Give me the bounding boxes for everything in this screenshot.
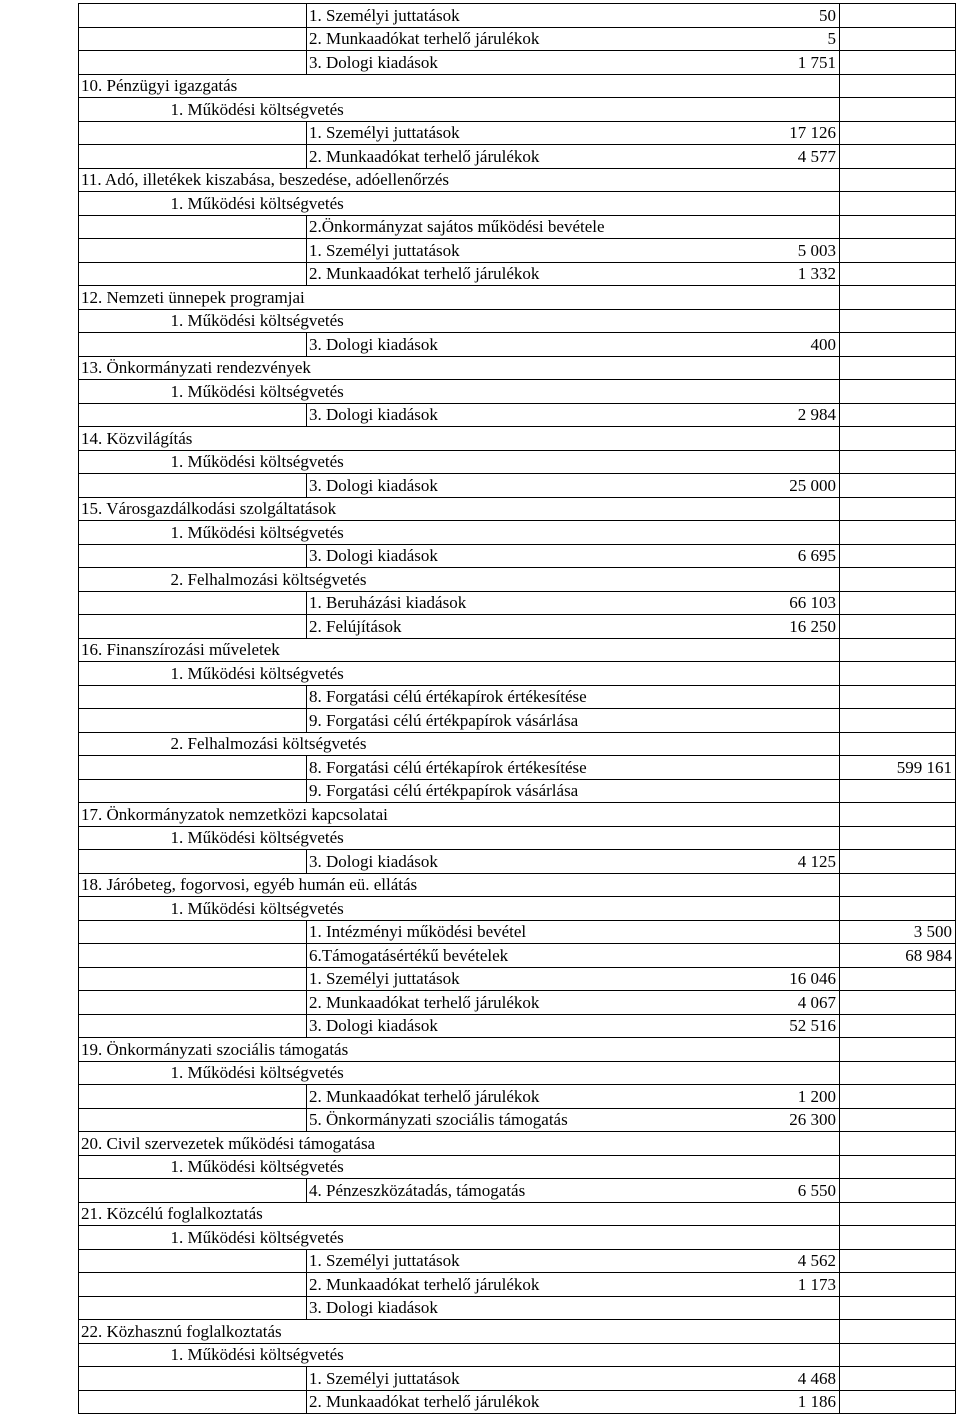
indent-cell xyxy=(79,591,307,615)
amount-cell xyxy=(840,521,956,545)
table-row xyxy=(79,286,956,310)
indent-cell xyxy=(79,239,307,263)
indent-cell xyxy=(79,1085,307,1109)
table-row xyxy=(79,756,956,780)
table-row xyxy=(79,450,956,474)
table-row xyxy=(79,1296,956,1320)
item-label: 2.Önkormányzat sajátos működési bevétele xyxy=(309,217,605,236)
item-label: 8. Forgatási célú értékapírok értékesítése xyxy=(309,757,587,777)
table-row xyxy=(79,544,956,568)
section-title-cell: 21. Közcélú foglalkoztatás xyxy=(79,1202,840,1226)
amount-cell xyxy=(840,145,956,169)
item-amount: 4 562 xyxy=(797,1251,836,1270)
item-label-cell xyxy=(307,544,840,568)
item-label-cell xyxy=(307,1085,840,1109)
amount-cell xyxy=(840,1038,956,1062)
subsection-label-cell: 1. Működési költségvetés xyxy=(169,450,840,474)
item-amount: 4 067 xyxy=(797,992,836,1012)
item-label-cell xyxy=(307,145,840,169)
indent-cell xyxy=(79,333,307,357)
indent-cell xyxy=(79,732,169,756)
amount-cell xyxy=(840,427,956,451)
subsection-label-cell: 1. Működési költségvetés xyxy=(169,192,840,216)
section-title-cell: 13. Önkormányzati rendezvények xyxy=(79,356,840,380)
amount-cell xyxy=(840,74,956,98)
table-row xyxy=(79,1155,956,1179)
amount-cell xyxy=(840,732,956,756)
amount-cell xyxy=(840,1202,956,1226)
amount-cell xyxy=(840,403,956,427)
indent-cell xyxy=(79,521,169,545)
item-label: 2. Munkaadókat terhelő járulékok xyxy=(309,1274,540,1294)
item-label: 9. Forgatási célú értékpapírok vásárlása xyxy=(309,781,579,800)
item-label: 9. Forgatási célú értékpapírok vásárlása xyxy=(309,710,579,730)
item-label: 1. Intézményi működési bevétel xyxy=(309,922,527,941)
table-row xyxy=(79,732,956,756)
section-title-cell: 18. Járóbeteg, fogorvosi, egyéb humán eü. ellátás xyxy=(79,873,840,897)
table-row xyxy=(79,991,956,1015)
indent-cell xyxy=(79,121,307,145)
amount-cell xyxy=(840,779,956,803)
table-row xyxy=(79,215,956,239)
table-row xyxy=(79,1320,956,1344)
indent-cell xyxy=(79,215,307,239)
item-label-cell xyxy=(307,1367,840,1391)
subsection-label-cell: 1. Működési költségvetés xyxy=(169,826,840,850)
table-row xyxy=(79,1108,956,1132)
item-label-cell xyxy=(307,991,840,1015)
item-label-cell xyxy=(307,121,840,145)
amount-cell xyxy=(840,826,956,850)
table-row xyxy=(79,944,956,968)
amount-cell xyxy=(840,450,956,474)
item-label: 4. Pénzeszközátadás, támogatás xyxy=(309,1180,526,1200)
table-row xyxy=(79,1014,956,1038)
indent-cell xyxy=(79,1108,307,1132)
table-row xyxy=(79,1179,956,1203)
indent-cell xyxy=(79,1061,169,1085)
amount-cell xyxy=(840,662,956,686)
amount-cell xyxy=(840,1273,956,1297)
table-row xyxy=(79,1273,956,1297)
item-label: 1. Személyi juttatások xyxy=(309,1251,460,1270)
indent-cell xyxy=(79,1390,307,1414)
indent-cell xyxy=(79,920,307,944)
item-amount: 4 577 xyxy=(797,146,836,166)
amount-cell xyxy=(840,192,956,216)
item-label-cell xyxy=(307,403,840,427)
amount-cell xyxy=(840,380,956,404)
amount-cell xyxy=(840,850,956,874)
table-row xyxy=(79,591,956,615)
amount-cell xyxy=(840,333,956,357)
table-row xyxy=(79,333,956,357)
amount-cell: 599 161 xyxy=(840,756,956,780)
item-label-cell xyxy=(307,1296,840,1320)
item-label-cell xyxy=(307,239,840,263)
item-label: 5. Önkormányzati szociális támogatás xyxy=(309,1110,568,1129)
amount-cell xyxy=(840,1155,956,1179)
item-label-cell xyxy=(307,1249,840,1273)
section-title-cell: 16. Finanszírozási műveletek xyxy=(79,638,840,662)
indent-cell xyxy=(79,4,307,28)
item-label-cell xyxy=(307,756,840,780)
amount-cell xyxy=(840,709,956,733)
amount-cell xyxy=(840,474,956,498)
amount-cell xyxy=(840,591,956,615)
table-row xyxy=(79,474,956,498)
table-row xyxy=(79,779,956,803)
item-label: 2. Munkaadókat terhelő járulékok xyxy=(309,264,540,283)
item-label-cell xyxy=(307,4,840,28)
item-label-cell xyxy=(307,474,840,498)
item-amount: 2 984 xyxy=(797,405,836,424)
table-row xyxy=(79,192,956,216)
table-row xyxy=(79,121,956,145)
item-label: 3. Dologi kiadások xyxy=(309,851,438,871)
item-label-cell xyxy=(307,850,840,874)
amount-cell xyxy=(840,685,956,709)
item-amount: 4 468 xyxy=(797,1368,836,1388)
item-amount: 17 126 xyxy=(789,123,836,142)
indent-cell xyxy=(79,403,307,427)
section-title-cell: 12. Nemzeti ünnepek programjai xyxy=(79,286,840,310)
amount-cell xyxy=(840,1226,956,1250)
item-label-cell xyxy=(307,615,840,639)
item-label-cell xyxy=(307,967,840,991)
item-label: 3. Dologi kiadások xyxy=(309,1298,438,1317)
table-row xyxy=(79,74,956,98)
section-title-cell: 22. Közhasznú foglalkoztatás xyxy=(79,1320,840,1344)
table-row xyxy=(79,685,956,709)
amount-cell xyxy=(840,309,956,333)
item-label: 2. Munkaadókat terhelő járulékok xyxy=(309,146,540,166)
table-row xyxy=(79,262,956,286)
table-row xyxy=(79,803,956,827)
item-amount: 6 695 xyxy=(797,546,836,565)
amount-cell xyxy=(840,1343,956,1367)
item-amount: 50 xyxy=(819,5,836,25)
item-amount: 66 103 xyxy=(789,593,836,612)
table-row xyxy=(79,1226,956,1250)
indent-cell xyxy=(79,309,169,333)
indent-cell xyxy=(79,1296,307,1320)
item-amount: 400 xyxy=(810,334,836,354)
table-row xyxy=(79,920,956,944)
indent-cell xyxy=(79,826,169,850)
amount-cell xyxy=(840,4,956,28)
item-label-cell xyxy=(307,685,840,709)
subsection-label-cell: 1. Működési költségvetés xyxy=(169,897,840,921)
amount-cell xyxy=(840,1061,956,1085)
amount-cell xyxy=(840,1085,956,1109)
subsection-label-cell: 2. Felhalmozási költségvetés xyxy=(169,568,840,592)
indent-cell xyxy=(79,662,169,686)
amount-cell xyxy=(840,356,956,380)
indent-cell xyxy=(79,1343,169,1367)
indent-cell xyxy=(79,1367,307,1391)
amount-cell xyxy=(840,568,956,592)
item-label: 2. Munkaadókat terhelő járulékok xyxy=(309,992,540,1012)
table-row xyxy=(79,568,956,592)
table-row xyxy=(79,497,956,521)
item-label: 3. Dologi kiadások xyxy=(309,334,438,354)
section-title-cell: 11. Adó, illetékek kiszabása, beszedése, adóellenőrzés xyxy=(79,168,840,192)
item-amount: 1 751 xyxy=(797,52,836,72)
table-row xyxy=(79,662,956,686)
indent-cell xyxy=(79,98,169,122)
indent-cell xyxy=(79,474,307,498)
indent-cell xyxy=(79,944,307,968)
indent-cell xyxy=(79,685,307,709)
item-label-cell xyxy=(307,591,840,615)
table-row xyxy=(79,521,956,545)
amount-cell xyxy=(840,27,956,51)
table-row xyxy=(79,145,956,169)
table-row xyxy=(79,1390,956,1414)
indent-cell xyxy=(79,544,307,568)
indent-cell xyxy=(79,709,307,733)
item-label-cell xyxy=(307,944,840,968)
indent-cell xyxy=(79,1226,169,1250)
item-amount: 25 000 xyxy=(789,475,836,495)
amount-cell xyxy=(840,873,956,897)
item-label-cell xyxy=(307,262,840,286)
indent-cell xyxy=(79,897,169,921)
amount-cell xyxy=(840,239,956,263)
item-label-cell xyxy=(307,215,840,239)
section-title-cell: 20. Civil szervezetek működési támogatása xyxy=(79,1132,840,1156)
subsection-label-cell: 1. Működési költségvetés xyxy=(169,1226,840,1250)
section-title-cell: 10. Pénzügyi igazgatás xyxy=(79,74,840,98)
table-row xyxy=(79,1367,956,1391)
item-amount: 6 550 xyxy=(797,1180,836,1200)
item-amount: 1 332 xyxy=(797,264,836,283)
indent-cell xyxy=(79,1273,307,1297)
indent-cell xyxy=(79,779,307,803)
section-title-cell: 19. Önkormányzati szociális támogatás xyxy=(79,1038,840,1062)
item-label-cell xyxy=(307,779,840,803)
amount-cell xyxy=(840,215,956,239)
section-title-cell: 14. Közvilágítás xyxy=(79,427,840,451)
subsection-label-cell: 1. Működési költségvetés xyxy=(169,380,840,404)
item-amount: 16 046 xyxy=(789,969,836,988)
indent-cell xyxy=(79,145,307,169)
table-row xyxy=(79,403,956,427)
item-label-cell xyxy=(307,51,840,75)
indent-cell xyxy=(79,1249,307,1273)
item-label: 1. Személyi juttatások xyxy=(309,969,460,988)
item-label: 3. Dologi kiadások xyxy=(309,475,438,495)
indent-cell xyxy=(79,51,307,75)
amount-cell xyxy=(840,1320,956,1344)
item-label-cell xyxy=(307,1273,840,1297)
subsection-label-cell: 1. Működési költségvetés xyxy=(169,521,840,545)
amount-cell xyxy=(840,991,956,1015)
subsection-label-cell: 2. Felhalmozási költségvetés xyxy=(169,732,840,756)
amount-cell xyxy=(840,286,956,310)
table-row xyxy=(79,967,956,991)
item-amount: 1 173 xyxy=(797,1274,836,1294)
amount-cell xyxy=(840,897,956,921)
amount-cell xyxy=(840,544,956,568)
amount-cell xyxy=(840,615,956,639)
item-label-cell xyxy=(307,333,840,357)
amount-cell xyxy=(840,803,956,827)
amount-cell xyxy=(840,1014,956,1038)
item-label-cell xyxy=(307,1179,840,1203)
item-amount: 4 125 xyxy=(797,851,836,871)
item-label: 2. Munkaadókat terhelő járulékok xyxy=(309,1086,540,1106)
section-title-cell: 17. Önkormányzatok nemzetközi kapcsolatai xyxy=(79,803,840,827)
item-amount: 52 516 xyxy=(789,1016,836,1035)
subsection-label-cell: 1. Működési költségvetés xyxy=(169,1155,840,1179)
amount-cell xyxy=(840,1249,956,1273)
table-row xyxy=(79,709,956,733)
amount-cell xyxy=(840,98,956,122)
amount-cell xyxy=(840,1296,956,1320)
indent-cell xyxy=(79,262,307,286)
table-row xyxy=(79,380,956,404)
table-row xyxy=(79,1038,956,1062)
table-row xyxy=(79,615,956,639)
subsection-label-cell: 1. Működési költségvetés xyxy=(169,309,840,333)
table-row xyxy=(79,427,956,451)
table-row xyxy=(79,239,956,263)
indent-cell xyxy=(79,850,307,874)
amount-cell xyxy=(840,1367,956,1391)
amount-cell xyxy=(840,497,956,521)
subsection-label-cell: 1. Működési költségvetés xyxy=(169,98,840,122)
indent-cell xyxy=(79,1179,307,1203)
amount-cell xyxy=(840,1179,956,1203)
indent-cell xyxy=(79,450,169,474)
item-amount: 16 250 xyxy=(789,616,836,636)
amount-cell xyxy=(840,1108,956,1132)
table-row xyxy=(79,1061,956,1085)
table-row xyxy=(79,1132,956,1156)
table-row xyxy=(79,356,956,380)
amount-cell xyxy=(840,967,956,991)
amount-cell: 3 500 xyxy=(840,920,956,944)
item-amount: 1 200 xyxy=(797,1086,836,1106)
item-label-cell xyxy=(307,709,840,733)
item-label: 2. Felújítások xyxy=(309,616,402,636)
amount-cell xyxy=(840,51,956,75)
table-row xyxy=(79,4,956,28)
item-label: 3. Dologi kiadások xyxy=(309,52,438,72)
amount-cell xyxy=(840,1390,956,1414)
table-row xyxy=(79,897,956,921)
item-label: 2. Munkaadókat terhelő járulékok xyxy=(309,1392,540,1411)
item-amount: 5 xyxy=(827,29,836,48)
item-label: 8. Forgatási célú értékapírok értékesítése xyxy=(309,687,587,706)
amount-cell xyxy=(840,262,956,286)
item-label: 3. Dologi kiadások xyxy=(309,546,438,565)
table-row xyxy=(79,1249,956,1273)
table-row xyxy=(79,51,956,75)
indent-cell xyxy=(79,1014,307,1038)
table-row xyxy=(79,638,956,662)
item-amount: 26 300 xyxy=(789,1110,836,1129)
amount-cell xyxy=(840,168,956,192)
item-label-cell xyxy=(307,1390,840,1414)
subsection-label-cell: 1. Működési költségvetés xyxy=(169,662,840,686)
item-label: 1. Beruházási kiadások xyxy=(309,593,467,612)
item-label: 3. Dologi kiadások xyxy=(309,405,438,424)
section-title-cell: 15. Városgazdálkodási szolgáltatások xyxy=(79,497,840,521)
indent-cell xyxy=(79,380,169,404)
item-label: 1. Személyi juttatások xyxy=(309,1368,460,1388)
table-row xyxy=(79,826,956,850)
item-amount: 1 186 xyxy=(797,1392,836,1411)
item-label-cell xyxy=(307,1014,840,1038)
budget-table-body xyxy=(79,4,956,1414)
subsection-label-cell: 1. Működési költségvetés xyxy=(169,1343,840,1367)
table-row xyxy=(79,309,956,333)
amount-cell xyxy=(840,1132,956,1156)
amount-cell: 68 984 xyxy=(840,944,956,968)
item-amount: 5 003 xyxy=(797,240,836,260)
table-row xyxy=(79,850,956,874)
item-label: 1. Személyi juttatások xyxy=(309,5,460,25)
item-label-cell xyxy=(307,27,840,51)
indent-cell xyxy=(79,1155,169,1179)
amount-cell xyxy=(840,638,956,662)
item-label-cell xyxy=(307,1108,840,1132)
table-row xyxy=(79,873,956,897)
table-row xyxy=(79,1202,956,1226)
table-row xyxy=(79,1343,956,1367)
indent-cell xyxy=(79,27,307,51)
indent-cell xyxy=(79,991,307,1015)
indent-cell xyxy=(79,615,307,639)
subsection-label-cell: 1. Működési költségvetés xyxy=(169,1061,840,1085)
item-label-cell xyxy=(307,920,840,944)
indent-cell xyxy=(79,568,169,592)
indent-cell xyxy=(79,967,307,991)
indent-cell xyxy=(79,756,307,780)
table-row xyxy=(79,27,956,51)
table-row xyxy=(79,168,956,192)
table-row xyxy=(79,98,956,122)
indent-cell xyxy=(79,192,169,216)
item-label: 1. Személyi juttatások xyxy=(309,123,460,142)
item-label: 3. Dologi kiadások xyxy=(309,1016,438,1035)
item-label: 2. Munkaadókat terhelő járulékok xyxy=(309,29,540,48)
table-row xyxy=(79,1085,956,1109)
item-label: 6.Támogatásértékű bevételek xyxy=(309,945,509,965)
budget-table xyxy=(78,3,956,1414)
amount-cell xyxy=(840,121,956,145)
item-label: 1. Személyi juttatások xyxy=(309,240,460,260)
